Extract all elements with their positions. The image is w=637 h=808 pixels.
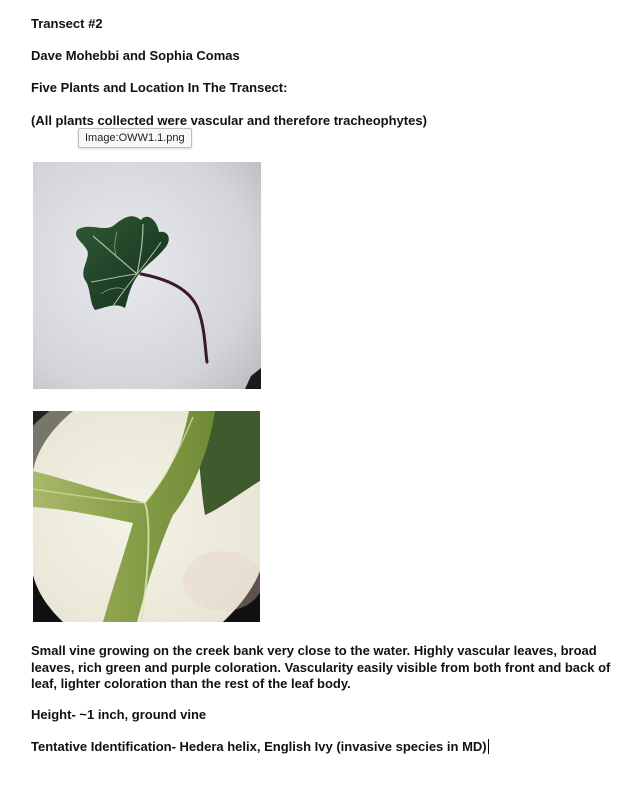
tracheophyte-note: (All plants collected were vascular and therefore tracheophytes): [31, 113, 427, 128]
microscope-vein-photo[interactable]: [33, 411, 260, 622]
image-tooltip: Image:OWW1.1.png: [78, 128, 192, 148]
ivy-leaf-photo-graphic: [33, 162, 261, 389]
ivy-leaf-photo[interactable]: [33, 162, 261, 389]
text-cursor: [488, 739, 489, 754]
document-title: Transect #2: [31, 16, 103, 31]
identification-line[interactable]: [31, 739, 489, 755]
section-heading: Five Plants and Location In The Transect:: [31, 80, 288, 95]
height-line: Height- ~1 inch, ground vine: [31, 707, 207, 722]
plant-description: Small vine growing on the creek bank very close to the water. Highly vascular leaves, broad leaves, rich green and purple coloration. Vascularity easily visible from both front and back of leaf, lighter coloration than the rest of the leaf body.: [31, 643, 611, 691]
identification-text: Tentative Identification- Hedera helix, English Ivy (invasive species in MD): [31, 739, 487, 754]
microscope-vein-photo-graphic: [33, 411, 260, 622]
authors-line: Dave Mohebbi and Sophia Comas: [31, 48, 240, 63]
